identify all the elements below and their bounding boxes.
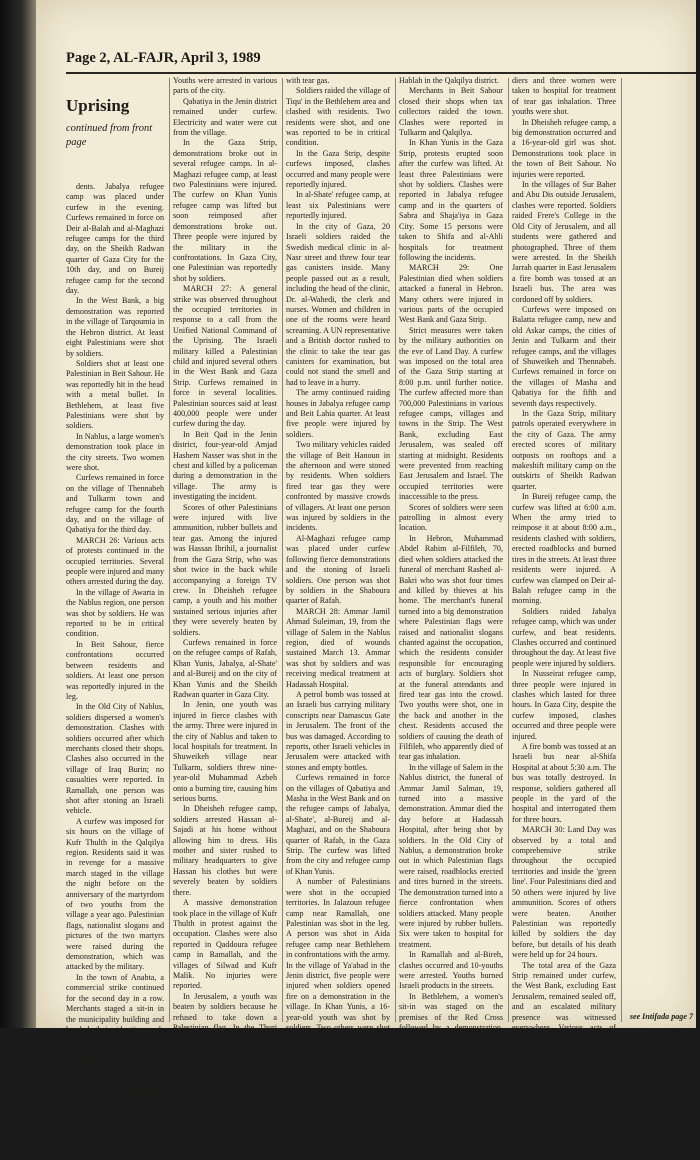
article-paragraph: In Jerusalem, peddlers in the area of Damascus Gate were ousted by the military <box>66 1128 164 1159</box>
column-divider <box>282 78 283 1022</box>
article-paragraph: In Bureij refugee camp, the curfew was lifted at 6:00 a.m. When the army tried to reimpose it at about 8:00 a.m., residents clashed with soldiers, erected roadblocks and burned tires in the streets. At least three residents were injured. A curfew was clamped on Deir al-Balah refugee camp in the morning. <box>512 492 616 606</box>
article-paragraph: Scores of soldiers were seen patrolling in almost every location. <box>399 502 503 533</box>
column-1 <box>66 76 164 1159</box>
article-paragraph: In Jerusalem, a youth was beaten by soldiers because he refused to take down a Palestinian flag. In the Thuri quarter of Jerusalem, residents erected roadblocks and burned tires in the streets. Soldiers who arrived at the scene sprayed the area <box>173 991 277 1084</box>
article-paragraph: Curfews remained in force on the village of Thennabeh and Tulkarm town and refugee camp for the fourth day, and on the village of Qabatiya for the third day. <box>66 473 164 535</box>
article-paragraph: Curfews remained in force on the refugee camps of Rafah, Khan Yunis, Jabalya, al-Shate' and al-Bureij and on the city of Khan Yunis and the Sheikh Radwan quarter in Gaza City. <box>173 637 277 699</box>
article-paragraph: MARCH 27: A general strike was observed throughout the occupied territories in response to a call from the Unified National Command of the Uprising. The Israeli military killed a Palestinian child and injured several others in the West Bank and Gaza Strip. Curfews remained in force in several localities. Palestinian sources said at least 400,000 people were under curfew during the day. <box>173 284 277 429</box>
article-paragraph: In Hebron, Muhammad Abdel Rahim al-Filfileh, 70, died when soldiers attacked the funeral of merchant Rashed al-Bakri who was shot four times and killed by thieves at his home. The merchant's funeral turned into a big demonstration where Palestinian flags were raised and nationalist slogans chanted against the occupation, which the residents consider responsible for encouraging acts of burglary. Soldiers shot at the funeral attendants and fired tear gas into the crowd. Two youths were shot, one in the back and another in the chest. Residents accused the soldiers of causing the death of Filfileh, who apparently died of tear gas inhalation. <box>399 533 503 762</box>
article-paragraph: In Nablus, a large women's demonstration took place in the city streets. Two women were shot. <box>66 431 164 472</box>
article-paragraph: In Dheisheh refugee camp, a big demonstration occurred and a 16-year-old girl was shot. Demonstrations took place in the town of Beit Sahour. No injuries were reported. <box>512 117 616 179</box>
column-divider <box>169 78 170 1022</box>
page-binding-edge <box>0 0 36 1028</box>
article-paragraph: Qabatiya in the Jenin district remained under curfew. Electricity and water were cut from the village. <box>173 96 277 138</box>
page-header: Page 2, AL-FAJR, April 3, 1989 <box>66 50 261 66</box>
column-divider <box>621 78 622 1022</box>
article-paragraph: The army continued raiding houses in Jabalya refugee camp and Beit Lahia quarter. At least five people were injured by soldiers. <box>286 388 390 439</box>
article-paragraph: with tear gas. <box>286 76 330 85</box>
article-paragraph: In al-Shate' refugee camp, at least six Palestinians were reportedly injured. <box>286 190 390 221</box>
column-divider <box>508 78 509 1022</box>
article-paragraph: In the town of Anabta, a commercial strike continued for the second day in a row. Merchants staged a sit-in in the municipality building and handed their identity cards and receipts to the mayor in protest against tax raids the day before. Curfews were lifted from the town of Tulkarm and its refugee camp and the village of Thennabeh. The village of al-Mughayer remained under military siege. <box>66 972 164 1128</box>
article-paragraph: The total area of the Gaza Strip remained under curfew, the West Bank, excluding East Jerusalem, remained sealed off, and an escalated military presence was witnessed everywhere. Various acts of protest were <box>512 960 616 1043</box>
article-paragraph: In the village of Awarta in the Nablus region, one person was shot by soldiers. He was reported to be in critical condition. <box>66 587 164 639</box>
column-divider <box>395 78 396 1022</box>
article-paragraph: In Khan Yunis in the Gaza Strip, protests erupted soon after the curfew was lifted. At least three Palestinians were shot by soldiers. Clashes were reported in Jabalya refugee camp and in the quarters of Sabra and Shaja'iya in Gaza City. Some 15 persons were taken to Shifa and al-Ahli hospitals for treatment following the incidents. <box>399 138 503 262</box>
page-right-edge <box>696 0 700 1028</box>
article-paragraph: In Dheisheh refugee camp, soldiers arrested Hassan al-Sajadi at his home without allowing him to dress. His mother and sister rushed to military headquarters to give Hassan his clothes but were severely beaten by soldiers there. <box>173 804 277 897</box>
article-paragraph: A massive demonstration took place in the village of Kufr Thulth in protest against the occupation. Clashes were also reported in Qaddoura refugee camp in Ramallah, and the villages of Silwad and Kufr Malik. No injuries were reported. <box>173 898 277 991</box>
article-paragraph: Youths were arrested in various parts of the city. <box>173 76 277 96</box>
article-paragraph: Soldiers shot at least one Palestinian in Beit Sahour. He was reportedly hit in the head with a metal bullet. In Bethlehem, at least five Palestinians were shot by soldiers. <box>66 358 164 431</box>
header-rule <box>66 72 696 74</box>
article-paragraph: MARCH 29: One Palestinian died when soldiers attacked a funeral in Hebron. Many others were injured in various parts of the occupied West Bank and Gaza Strip. <box>399 263 503 325</box>
column-5 <box>512 76 616 1043</box>
article-paragraph: diers and three women were taken to hospital for treatment of tear gas inhalation. Three youths were shot. <box>512 76 616 117</box>
article-paragraph: In Beit Sahour, fierce confrontations occurred between residents and soldiers. At least one person was reportedly injured in the leg. <box>66 639 164 701</box>
newspaper-page <box>36 0 696 1159</box>
article-paragraph: In Beit Qad in the Jenin district, four-year-old Amjad Hashem Nasser was shot in the chest and killed by a policeman during a demonstration in the village. The army is investigating the incident. <box>173 429 277 502</box>
article-paragraph: Al-Maghazi refugee camp was placed under curfew following fierce demonstrations and the stoning of Israeli soldiers. One person was shot by soldiers in the Shaboura quarter of Rafah. <box>286 533 390 606</box>
article-paragraph: A petrol bomb was tossed at an Israeli bus carrying military conscripts near Damascus Gate in Jerusalem. The front of the bus was damaged. According to reports, other Israeli vehicles in Jerusalem were attacked with stones and empty bottles. <box>286 689 390 772</box>
article-paragraph: dents. Jabalya refugee camp was placed under curfew in the evening. Curfews remained in force on Deir al-Balah and al-Maghazi refugee camps for the third day, on the Sheikh Radwan quarter of Gaza City for the 10th day, and on Bureij refugee camp for the second day. <box>66 182 164 296</box>
column-4 <box>399 76 503 1053</box>
article-paragraph: Two military vehicles raided the village of Beit Hanoun in the afternoon and were stoned by residents. When soldiers fired tear gas they were confronted by massive crowds of villagers. At least one person was injured by soldiers in the incidents. <box>286 440 390 533</box>
article-kicker: Uprising <box>66 96 130 115</box>
article-paragraph: MARCH 30: Land Day was observed by a total and comprehensive strike throughout the occupied territories and inside the 'green line'. Four Palestinians died and 50 others were injured by live ammunition. Scores of others were beaten. Another Palestinian was reportedly killed by soldiers the day before, but details of his death were held up for 24 hours. <box>512 825 616 960</box>
article-paragraph: MARCH 28: Ammar Jamil Ahmad Suleiman, 19, from the village of Salem in the Nablus region, died of wounds sustained March 13. Ammar was shot by soldiers and was receiving medical treatment at Hadassah Hospital. <box>286 606 390 689</box>
article-paragraph: In the Gaza Strip, military patrols operated everywhere in the city of Gaza. The army erected scores of military outposts on rooftops and a makeshift military camp on the outskirts of Sheikh Radwan quarter. <box>512 409 616 491</box>
column-6 <box>625 76 693 1024</box>
article-paragraph: In Nusseirat refugee camp, three people were injured in clashes which lasted for three hours. In Gaza City, despite the curfew imposed, clashes occurred and three people were injured. <box>512 669 616 741</box>
article-paragraph: Hablah in the Qalqilya district. <box>399 76 500 85</box>
column-3 <box>286 76 390 1053</box>
article-paragraph: Curfews remained in force on the villages of Qabatiya and Masha in the West Bank and on the refugee camps of Jabalya, al-Shate', al-Bureij and al-Maghazi, and on the Shaboura quarter of Rafah, in the Gaza Strip. The curfew was lifted from the city and refugee camp of Khan Yunis. <box>286 773 390 876</box>
article-paragraph: In the Old City of Nablus, soldiers dispersed a women's demonstration. Clashes with soldiers occurred after which merchants closed their shops. Clashes also occurred in the village of Iraq Burin; no casualties were reported. In Ramallah, one person was shot after stoning an Israeli vehicle. <box>66 702 164 816</box>
article-paragraph: A fire bomb was tossed at an Israeli bus near al-Shifa Hospital at about 5:30 a.m. The bus was totally destroyed. In response, soldiers gathered all people in the yard of the hospital and interrogated them for three hours. <box>512 742 616 824</box>
article-paragraph: MARCH 26: Various acts of protests continued in the occupied territories. Several people were injured and many others arrested during the day. <box>66 535 164 587</box>
article-paragraph: Merchants in Beit Sahour closed their shops when tax collectors raided the town. Clashes were reported in Tulkarm and Qalqilya. <box>399 86 503 138</box>
article-paragraph: Strict measures were taken by the military authorities on the eve of Land Day. A curfew was imposed on the total area of the Gaza Strip starting at 8:00 p.m. until further notice. The curfew affected more than 700,000 Palestinians in various refugee camps, villages and towns in the Strip. The West Bank, excluding East Jerusalem, was sealed off starting at midnight. Residents were prevented from reaching East Jerusalem and Israel. The occupied territories were inaccessible to the press. <box>399 325 503 502</box>
article-paragraph: In Jenin, one youth was injured in fierce clashes with the army. Three were injured in the city of Nablus and taken to local hospitals for treatment. In Shuweikeh village near Tulkarm, soldiers threw nine-year-old Muhammad Azbeh onto a burning tire, causing him serious burns. <box>173 700 277 804</box>
article-paragraph: In the Gaza Strip, despite curfews imposed, clashes occurred and many people were reportedly injured. <box>286 148 390 190</box>
jump-line: see Intifada page 7 <box>629 1011 693 1021</box>
column-2 <box>173 76 277 1084</box>
article-paragraph: A number of Palestinians were shot in the occupied territories. In Jalazoun refugee camp near Ramallah, one Palestinian was shot in the leg. A person was shot in Aida refugee camp near Bethlehem in confrontations with the army. In the village of Ya'abad in the Jenin district, five people were injured when soldiers opened fire on a demonstration in the village. In Khan Yunis, a 16-year-old youth was shot by soldiers. Two others were shot in the Hebron area. A curfew was imposed on the village of <box>286 877 390 1053</box>
article-paragraph: Soldiers raided the village of Tiqu' in the Bethlehem area and clashed with residents. Two residents were shot, and one was reported to be in critical condition. <box>286 86 390 148</box>
article-paragraph: In the villages of Sur Baher and Abu Dis outside Jerusalem, clashes were reported. Soldiers raided Frere's College in the Old City of Jerusalem, and all students were gathered and photographed. Three of them were arrested. In the Sheikh Jarrah quarter in East Jerusalem a fire bomb was tossed at an Israeli bus. The area was cordoned off by soldiers. <box>512 180 616 304</box>
continued-line: continued from front page <box>66 123 153 148</box>
article-paragraph: Curfews were imposed on Balatta refugee camp, new and old Askar camps, the cities of Jenin and Tulkarm and their refugee camps, and the villages of Shuweikeh and Thennabeh. Curfews remained in force on the villages of Masha and Qabatiya for the fifth and seventh days respectively. <box>512 304 616 408</box>
article-paragraph: In the Gaza Strip, demonstrations broke out in several refugee camps. In al-Maghazi refugee camp, at least two Palestinians were injured. The curfew on Khan Yunis refugee camp was lifted but soon reimposed after demonstrations broke out. Three people were injured by the military in the confrontations. In Gaza City, one Palestinian was reportedly shot by soldiers. <box>173 138 277 283</box>
article-paragraph: Scores of other Palestinians were injured with live ammunition, rubber bullets and tear gas. Among the injured was Hassan Ibrihil, a journalist from the Gaza Strip, who was shot twice in the back while accompanying a foreign TV crew. In Dheisheh refugee camp, a youth and his mother sustained serious injuries after they were severely beaten by soldiers. <box>173 502 277 637</box>
article-paragraph: In the village of Salem in the Nablus district, the funeral of Ammar Jamil Salman, 19, turned into a massive demonstration. Ammar died the day before at Hadassah Hospital, after being shot by soldiers. In the Old City of Nablus, a demonstration broke out in which Palestinian flags were raised, roadblocks erected and tires burned in the streets. The demonstration turned into a fierce confrontation when soldiers attacked. Many people were injured by rubber bullets. Six were taken to hospital for treatment. <box>399 762 503 949</box>
article-paragraph: In the city of Gaza, 20 Israeli soldiers raided the Swedish medical clinic in al-Nasr street and threw four tear gas canisters inside. Many people passed out as a result, including the head of the clinic, Dr. al-Wahedi, the clerk and nurses. Women and children in one of the rooms were heard screaming. A UN representative and a British doctor rushed to the clinic to take the tear gas canisters for examination, but could not stand the smell and had to leave in a hurry. <box>286 221 390 387</box>
article-paragraph: Soldiers raided Jabalya refugee camp, which was under curfew, and beat residents. Clashes occurred and continued throughout the day. At least five people were injured by soldiers. <box>512 606 616 668</box>
article-paragraph: In Bethlehem, a women's sit-in was staged on the premises of the Red Cross followed by a demonstration. The demonstration was attacked by sol- <box>399 991 503 1053</box>
article-paragraph: A curfew was imposed for six hours on the village of Kufr Thulth in the Qalqilya region. Residents said it was in revenge for a massive march staged in the village the night before on the anniversary of the martyrdom of two youths from the village a year ago. Palestinian flags, nationalist slogans and pictures of the two martyrs were raised during the demonstration, which was attacked by the military. <box>66 816 164 972</box>
article-paragraph: In Ramallah and al-Bireh, clashes occurred and 10-youths were arrested. Youths burned Israeli products in the streets. <box>399 950 503 991</box>
article-paragraph: In the West Bank, a big demonstration was reported in the village of Tarqoumia in the Hebron district. At least eight Palestinians were shot by soldiers. <box>66 296 164 358</box>
